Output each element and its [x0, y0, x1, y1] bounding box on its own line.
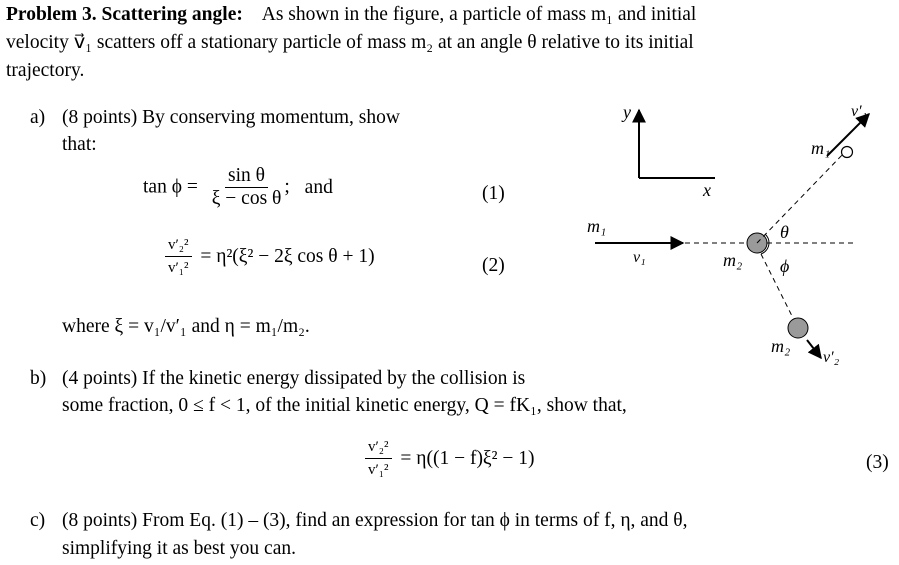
eq3-denominator: v′₁²: [368, 462, 389, 478]
intro-line-3: trajectory.: [6, 60, 85, 81]
part-c-text-2: simplifying it as best you can.: [62, 538, 296, 559]
eq2-fraction: [165, 234, 192, 279]
part-a-text-2: that:: [62, 134, 97, 155]
theta-label: θ: [780, 222, 789, 242]
x-axis-label: x: [703, 180, 711, 200]
m1-scattered-path: [757, 152, 845, 243]
m2-label: m₂: [723, 250, 743, 270]
m1-scattered-particle: [842, 147, 853, 158]
equation-3: [365, 436, 534, 481]
eq1-numerator: sin θ: [225, 165, 268, 188]
m1-incoming-label: m₁: [587, 216, 607, 236]
part-b-text-2: some fraction, 0 ≤ f < 1, of the initial kinetic energy, Q = fK₁, show that,: [62, 395, 627, 416]
eq2-numerator: v′₂²: [165, 234, 192, 257]
scattering-figure: [575, 96, 875, 366]
intro-line-1: As shown in the figure, a particle of mass m₁ and initial: [261, 4, 697, 25]
eq3-fraction: [365, 436, 392, 481]
eq3-number: (3): [866, 452, 889, 473]
part-c-label: c): [30, 510, 46, 531]
eq3-rhs: = η((1 − f)ξ² − 1): [400, 447, 535, 469]
phi-label: ϕ: [780, 256, 790, 276]
part-b-label: b): [30, 368, 47, 389]
eq1-lhs: tan ϕ =: [143, 176, 198, 198]
part-a-where: where ξ = v₁/v′₁ and η = m₁/m₂.: [62, 316, 310, 337]
eq1-fraction: [209, 165, 285, 210]
eq2-rhs: = η²(ξ² − 2ξ cos θ + 1): [200, 245, 375, 267]
y-axis-label: y: [623, 102, 631, 122]
v1-label: v₁: [633, 249, 646, 266]
intro-line-2: velocity v⃗₁ scatters off a stationary particle of mass m₂ at an angle θ relative to its initial: [6, 32, 694, 53]
v1-prime-label: v′₁: [851, 103, 868, 120]
eq1-semicolon: ;: [284, 176, 290, 198]
problem-title: Problem 3. Scattering angle:: [6, 4, 243, 25]
eq3-numerator: v′₂²: [365, 436, 392, 459]
eq2-denominator: v′₁²: [168, 260, 189, 276]
v2-prime-label: v′₂: [823, 349, 840, 366]
m2-scattered-particle: [788, 318, 808, 338]
part-a-label: a): [30, 107, 46, 128]
equation-2: [165, 234, 375, 279]
equation-1: [143, 165, 333, 210]
eq1-and: and: [304, 176, 333, 198]
m1-scattered-label: m₁: [811, 138, 831, 158]
eq2-number: (2): [482, 255, 505, 276]
part-a-text-1: (8 points) By conserving momentum, show: [62, 107, 400, 128]
m2-scattered-label: m₂: [771, 336, 791, 356]
eq1-denominator: ξ − cos θ: [211, 188, 282, 209]
part-b-text-1: (4 points) If the kinetic energy dissipated by the collision is: [62, 368, 526, 389]
problem-intro: [6, 4, 696, 26]
part-c-text-1: (8 points) From Eq. (1) – (3), find an expression for tan ϕ in terms of f, η, and θ,: [62, 510, 688, 531]
eq1-number: (1): [482, 183, 505, 204]
v2-prime-arrow: [807, 340, 821, 358]
